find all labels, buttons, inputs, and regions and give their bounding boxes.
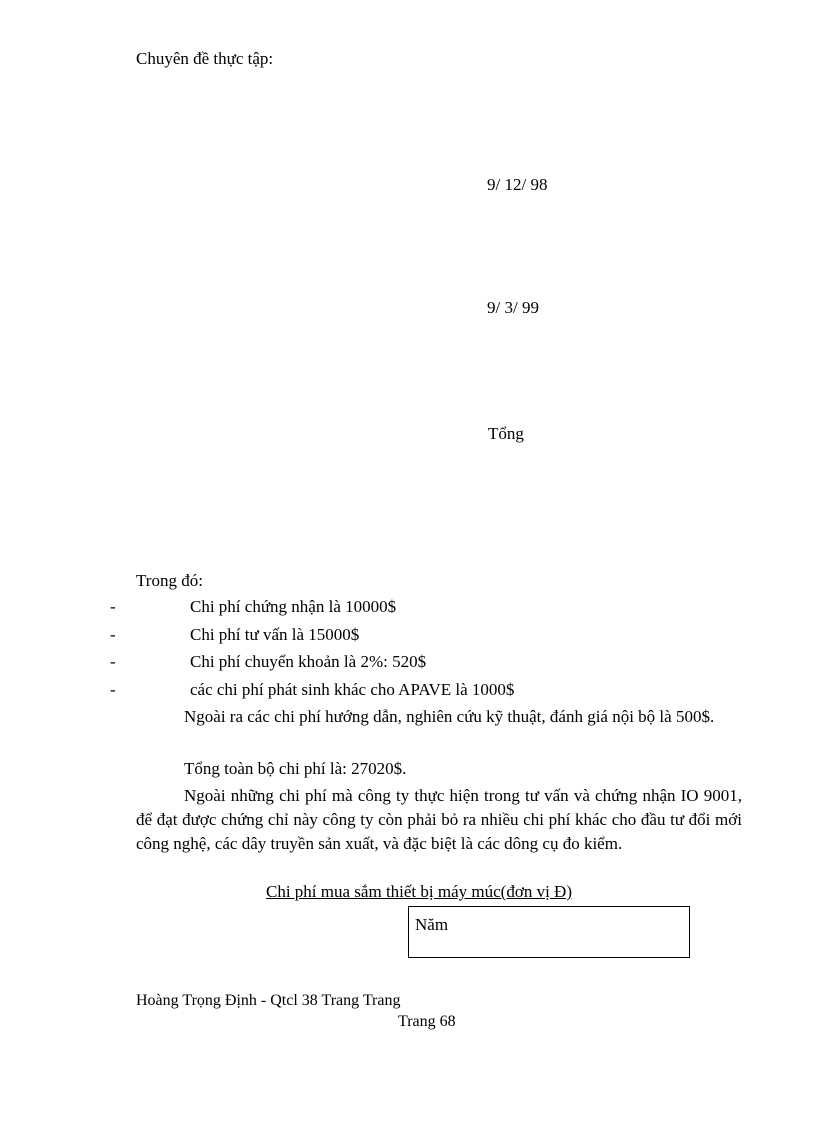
bullet-marker: - — [110, 680, 116, 699]
bullet-text: các chi phí phát sinh khác cho APAVE là 1000$ — [190, 680, 515, 699]
document-header: Chuyên đề thực tập: — [136, 49, 274, 68]
paragraph — [136, 705, 742, 729]
page-number: Trang 68 — [398, 1013, 456, 1030]
list-item — [0, 597, 816, 619]
breakdown-intro: Trong đó: — [136, 571, 203, 590]
footer-author: Hoàng Trọng Định - Qtcl 38 Trang Trang — [136, 992, 401, 1009]
table-title: Chi phí mua sắm thiết bị máy múc(đơn vị Đ) — [266, 882, 572, 901]
year-header: Năm — [415, 915, 449, 934]
bullet-text: Chi phí chứng nhận là 10000$ — [190, 597, 397, 616]
list-item — [0, 680, 816, 702]
paragraph — [136, 784, 742, 856]
bullet-marker: - — [110, 652, 116, 671]
bullet-text: Chi phí chuyển khoản là 2%: 520$ — [190, 652, 427, 671]
date-label: 9/ 12/ 98 — [487, 175, 548, 194]
table-header-cell — [408, 906, 690, 958]
bullet-marker: - — [110, 625, 116, 644]
paragraph-text: Ngoài ra các chi phí hướng dẫn, nghiên cứu kỹ thuật, đánh giá nội bộ là 500$. — [184, 707, 715, 726]
paragraph — [136, 757, 742, 781]
bullet-marker: - — [110, 597, 116, 616]
list-item — [0, 625, 816, 647]
paragraph-text: Ngoài những chi phí mà công ty thực hiện trong tư vấn và chứng nhận IO 9001, để đạt được chứng chỉ này công ty còn phải bỏ ra nhiều chi phí khác cho đầu tư đổi mới công nghệ, các dây truyền sản xuất, và đặc biệt là các dông cụ đo kiểm. — [136, 786, 742, 853]
total-label: Tổng — [488, 424, 524, 443]
date-label: 9/ 3/ 99 — [487, 298, 539, 317]
paragraph-text: Tổng toàn bộ chi phí là: 27020$. — [184, 759, 407, 778]
list-item — [0, 652, 816, 674]
bullet-text: Chi phí tư vấn là 15000$ — [190, 625, 360, 644]
